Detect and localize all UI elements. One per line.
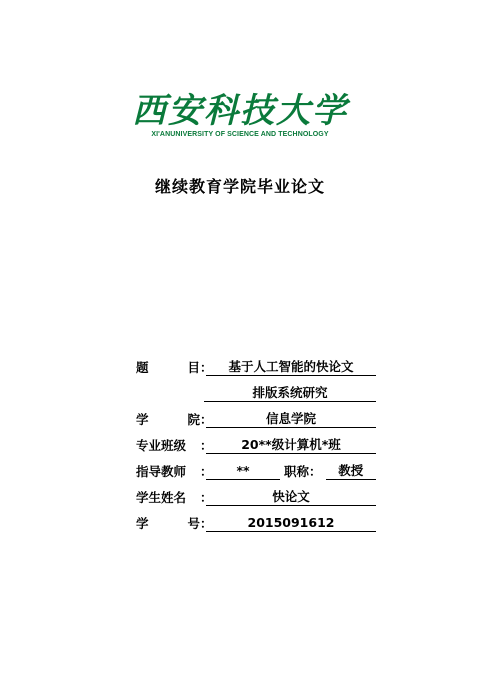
- university-name-english: XI'ANUNIVERSITY OF SCIENCE AND TECHNOLOGY: [151, 131, 329, 138]
- college-row: [136, 402, 376, 428]
- title-row: [136, 350, 376, 376]
- colon: ：: [200, 516, 213, 531]
- document-title: 继续教育学院毕业论文: [154, 177, 325, 196]
- advisor-row: [136, 454, 376, 480]
- student-value: 快论文: [206, 489, 376, 506]
- title-value-line1: 基于人工智能的快论文: [206, 359, 376, 376]
- student-id-value: 2015091612: [206, 515, 376, 532]
- college-value: 信息学院: [206, 411, 376, 428]
- university-name-chinese: 西安科技大学: [132, 91, 348, 131]
- college-label: 学 院: [136, 412, 200, 427]
- rank-label: 职称：: [284, 464, 322, 479]
- class-label: 专业班级: [136, 438, 187, 453]
- cover-info-form: [136, 350, 376, 532]
- title-label: 题 目: [136, 360, 200, 375]
- advisor-label: 指导教师: [136, 464, 187, 479]
- title-continuation-row: [136, 376, 376, 402]
- rank-value: 教授: [326, 463, 376, 480]
- student-id-label: 学 号: [136, 516, 200, 531]
- class-row: [136, 428, 376, 454]
- colon: ：: [200, 464, 213, 479]
- university-logo: [0, 92, 480, 138]
- colon: ：: [200, 412, 213, 427]
- student-id-row: [136, 506, 376, 532]
- colon: ：: [200, 360, 213, 375]
- advisor-value: **: [206, 463, 280, 480]
- title-value-line2: 排版系统研究: [204, 385, 376, 402]
- colon: ：: [200, 438, 213, 453]
- class-value: 20**级计算机*班: [206, 437, 376, 454]
- student-row: [136, 480, 376, 506]
- student-label: 学生姓名: [136, 490, 187, 505]
- colon: ：: [200, 490, 213, 505]
